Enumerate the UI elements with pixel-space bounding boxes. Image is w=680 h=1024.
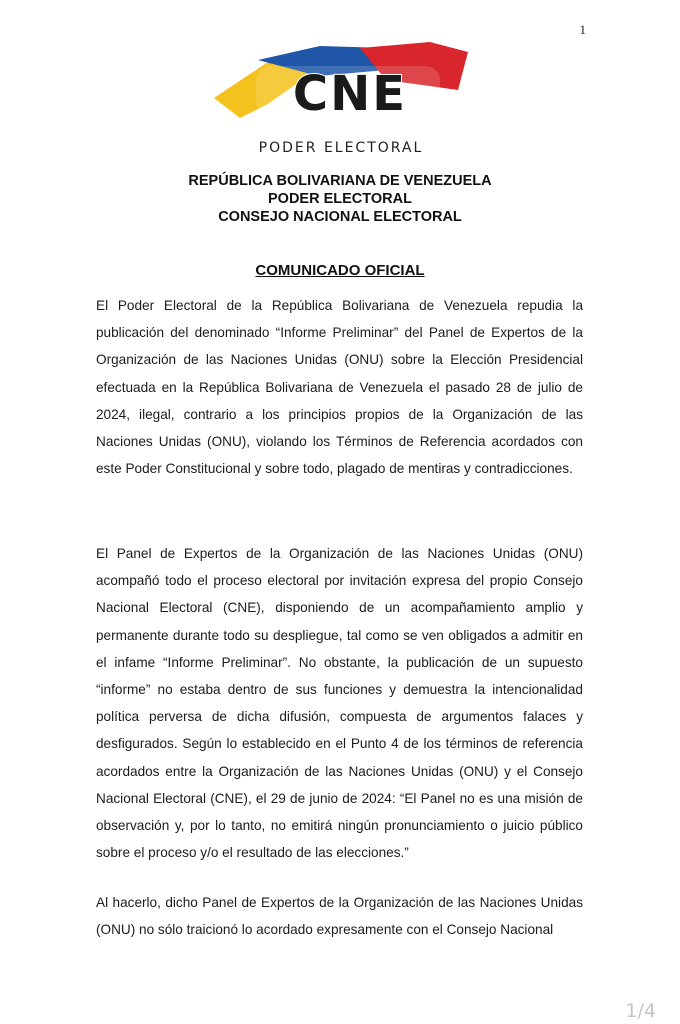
page-indicator: 1/4 <box>625 1000 656 1022</box>
paragraph-1: El Poder Electoral de la República Bolivariana de Venezuela repudia la publicación del denominado “Informe Preliminar” del Panel de Expertos de la Organización de las Naciones Unidas (ONU) sobre la Elección Presidencial efectuada en la República Bolivariana de Venezuela el pasado 28 de julio de 2024, ilegal, contrario a los principios propios de la Organización de las Naciones Unidas (ONU), violando los Términos de Referencia acordados con este Poder Constitucional y sobre todo, plagado de mentiras y contradicciones. <box>96 298 583 477</box>
cne-logo <box>210 40 472 160</box>
heading-line-2: PODER ELECTORAL <box>268 191 412 207</box>
paragraph-2: El Panel de Expertos de la Organización de las Naciones Unidas (ONU) acompañó todo el proceso electoral por invitación expresa del propio Consejo Nacional Electoral (CNE), disponiendo de un acompañamiento amplio y permanente durante todo su despliegue, tal como se ven obligados a admitir en el infame “Informe Preliminar”. No obstante, la publicación de un supuesto “informe” no estaba dentro de sus funciones y demuestra la intencionalidad política perversa de dicha difusión, compuesta de argumentos falaces y desfigurados. Según lo establecido en el Punto 4 de los términos de referencia acordados entre la Organización de las Naciones Unidas (ONU) y el Consejo Nacional Electoral (CNE), el 29 de junio de 2024: “El Panel no es una misión de observación y, por lo tanto, no emitirá ningún pronunciamiento o juicio público sobre el proceso y/o el resultado de las elecciones.” <box>96 546 583 861</box>
heading-line-3: CONSEJO NACIONAL ELECTORAL <box>218 209 462 225</box>
heading-line-1: REPÚBLICA BOLIVARIANA DE VENEZUELA <box>188 173 492 189</box>
page-number: 1 <box>579 22 586 37</box>
paragraph-3: Al hacerlo, dicho Panel de Expertos de la Organización de las Naciones Unidas (ONU) no sólo traicionó lo acordado expresamente con el Consejo Nacional <box>96 895 583 938</box>
document-title: COMUNICADO OFICIAL <box>255 262 425 279</box>
institution-heading <box>0 172 680 226</box>
logo-text: CNE <box>292 66 408 122</box>
logo-subtitle: PODER ELECTORAL <box>258 140 424 156</box>
